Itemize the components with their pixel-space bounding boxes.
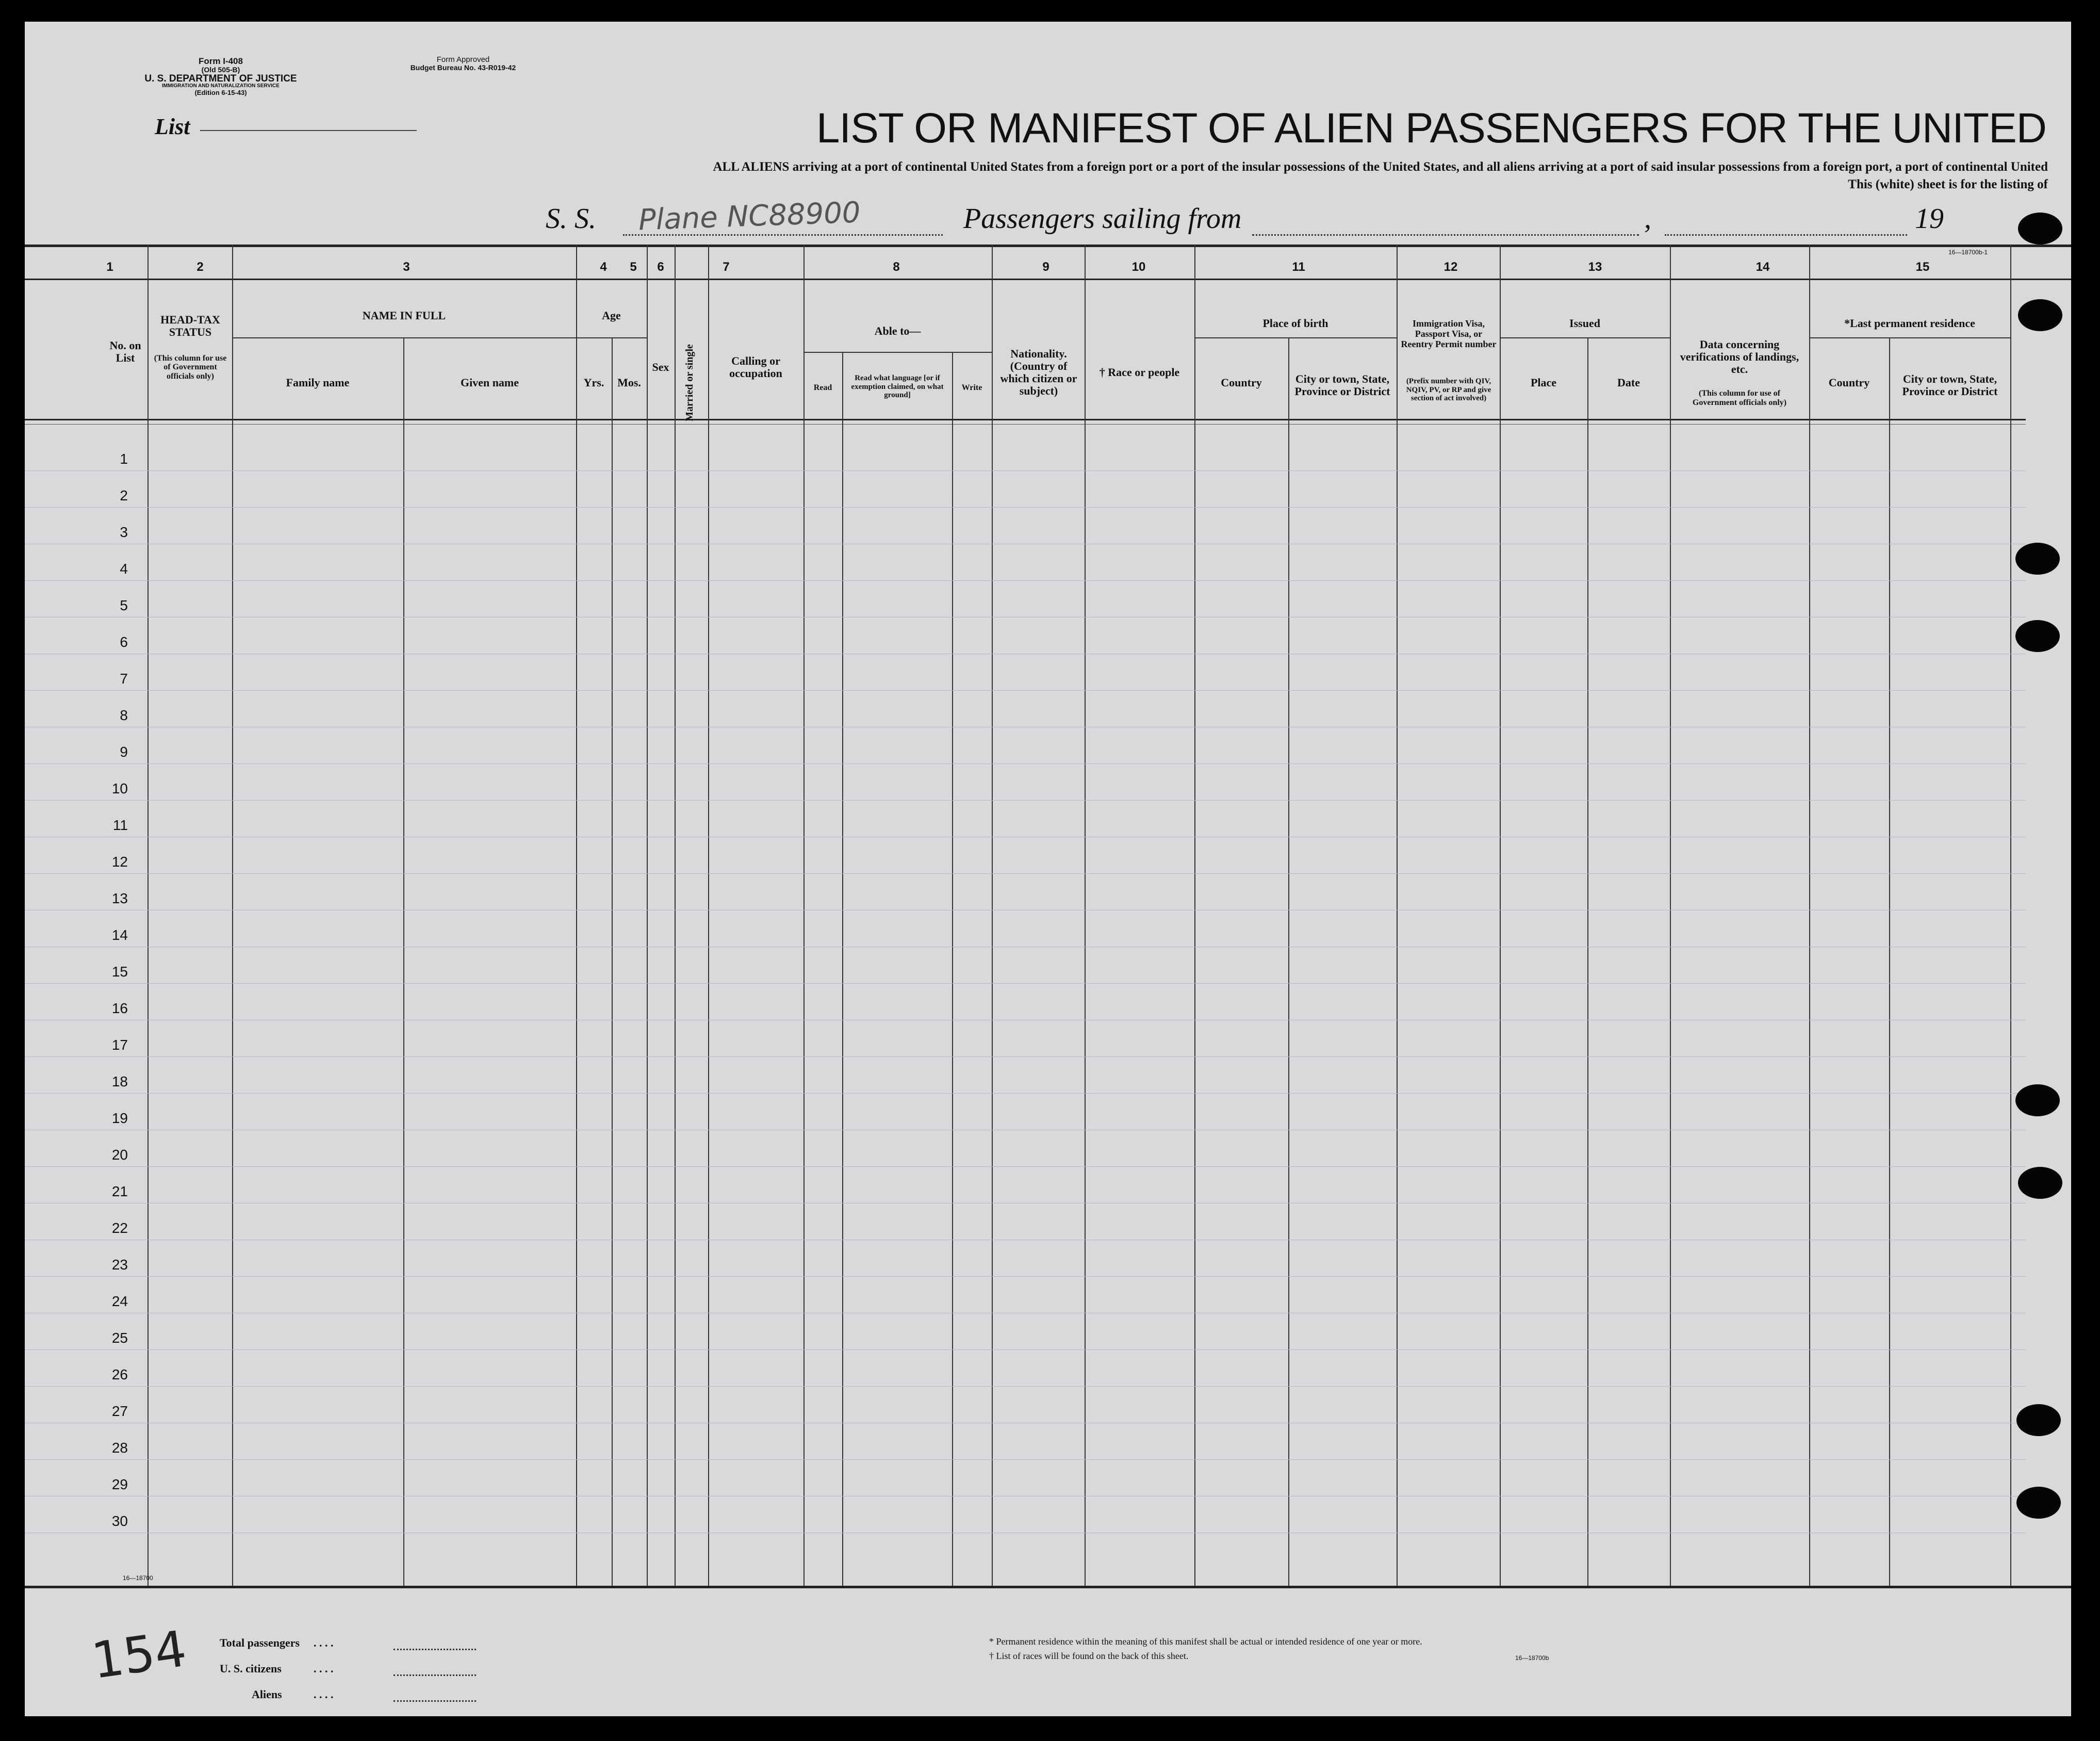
col-num-4: 4	[600, 260, 607, 274]
header-no-on-list: No. on List	[109, 338, 141, 364]
header-head-tax: HEAD-TAX STATUS	[160, 313, 220, 338]
form-old-number: (Old 505-B)	[201, 65, 240, 74]
handwritten-sheet-number: 154	[88, 1619, 190, 1690]
header-mos: Mos.	[617, 376, 641, 389]
vline-13a	[1587, 337, 1588, 1588]
row-number: 13	[111, 890, 128, 906]
row-number: 14	[111, 927, 128, 943]
row-rule	[25, 690, 2026, 691]
header-issued: Issued	[1569, 316, 1600, 330]
hline-residence-sub	[1809, 337, 2011, 338]
budget-number: Budget Bureau No. 43-R019-42	[410, 63, 516, 72]
us-citizens-label: U. S. citizens	[220, 1662, 282, 1675]
row-number: 24	[111, 1293, 128, 1309]
vline-15	[2010, 245, 2011, 1588]
row-number: 26	[111, 1366, 128, 1382]
header-place-of-birth: Place of birth	[1262, 316, 1328, 330]
handwritten-vessel-name[interactable]: Plane NC88900	[637, 196, 861, 237]
col-num-2: 2	[196, 260, 204, 274]
vline-12	[1500, 245, 1501, 1588]
row-number: 1	[120, 451, 128, 467]
row-number: 18	[111, 1073, 128, 1089]
row-number: 19	[111, 1110, 128, 1126]
row-number: 16	[111, 1000, 128, 1016]
vline-8a	[842, 352, 843, 1588]
vline-8b	[952, 352, 953, 1588]
col-num-5: 5	[630, 260, 637, 274]
comma-separator: ,	[1644, 203, 1651, 235]
header-issued-date: Date	[1617, 376, 1640, 389]
row-rule	[25, 1056, 2026, 1057]
row-rule	[25, 1459, 2026, 1460]
row-number: 30	[111, 1513, 128, 1529]
header-married-or-single: Married or single	[684, 344, 695, 421]
hline-birth-sub	[1194, 337, 1397, 338]
vline-11a	[1288, 337, 1289, 1588]
sailing-from-line[interactable]	[1252, 234, 1639, 236]
vline-7	[803, 245, 805, 1588]
instructions-line-2: This (white) sheet is for the listing of	[1848, 177, 2048, 191]
row-number: 22	[111, 1220, 128, 1236]
header-head-tax-note: (This column for use of Government officials only)	[154, 353, 227, 381]
header-family-name: Family name	[286, 376, 350, 389]
approval-block	[386, 56, 540, 71]
row-number: 9	[120, 744, 128, 760]
row-number: 7	[120, 671, 128, 687]
punch-hole	[2018, 299, 2062, 331]
header-landing-data: Data concerning verifications of landings, etc.	[1680, 337, 1799, 376]
header-write: Write	[961, 383, 982, 393]
service-name: IMMIGRATION AND NATURALIZATION SERVICE	[162, 83, 280, 89]
header-residence-city: City or town, State, Province or District	[1902, 372, 1998, 398]
row-rule	[25, 1166, 2026, 1167]
col-num-12: 12	[1443, 260, 1458, 274]
us-citizens-dots: . . . .	[314, 1662, 334, 1675]
total-passengers-label: Total passengers	[220, 1636, 300, 1649]
form-number: Form I-408	[199, 56, 243, 66]
vline-4a	[612, 337, 613, 1588]
col-num-14: 14	[1756, 260, 1770, 274]
header-nationality: Nationality. (Country of which citizen or subject)	[1000, 347, 1077, 398]
year-prefix: 19	[1915, 203, 1944, 235]
total-passengers-dots: . . . .	[314, 1636, 334, 1649]
vessel-name-line[interactable]	[623, 234, 943, 236]
col-num-10: 10	[1131, 260, 1146, 274]
vline-1	[147, 245, 149, 1588]
vline-13	[1670, 245, 1671, 1588]
header-read: Read	[813, 383, 832, 393]
row-number: 5	[120, 597, 128, 613]
sailing-from-label: Passengers sailing from	[963, 203, 1242, 235]
row-number: 17	[111, 1037, 128, 1053]
row-number: 2	[120, 487, 128, 503]
header-top-rule	[25, 245, 2071, 247]
row-number: 10	[111, 780, 128, 796]
vline-3a	[403, 337, 404, 1588]
row-number: 23	[111, 1257, 128, 1273]
header-birth-city: City or town, State, Province or District	[1294, 372, 1390, 398]
vline-8	[992, 245, 993, 1588]
hline-name-sub	[232, 337, 577, 338]
header-race: † Race or people	[1099, 365, 1180, 379]
header-residence-country: Country	[1828, 376, 1870, 389]
vline-3	[576, 245, 577, 1588]
punch-hole	[2015, 543, 2060, 575]
header-number-rule	[25, 279, 2071, 280]
row-number: 25	[111, 1330, 128, 1346]
header-visa-title: Immigration Visa, Passport Visa, or Reentry Permit number	[1401, 318, 1497, 349]
department-name: U. S. DEPARTMENT OF JUSTICE	[144, 73, 297, 84]
header-last-residence: *Last permanent residence	[1844, 316, 1975, 330]
list-label: List	[155, 114, 190, 139]
row-number: 4	[120, 561, 128, 577]
header-issued-place: Place	[1530, 376, 1557, 389]
row-number: 12	[111, 854, 128, 870]
row-number: 6	[120, 634, 128, 650]
row-rule	[25, 1349, 2026, 1350]
print-code-top: 16—18700b-1	[1948, 249, 1988, 256]
row-number: 11	[112, 817, 128, 833]
header-age: Age	[602, 308, 621, 322]
row-rule	[25, 983, 2026, 984]
col-num-9: 9	[1042, 260, 1049, 274]
punch-hole	[2015, 620, 2060, 652]
row-rule	[25, 470, 2026, 471]
col-num-1: 1	[106, 260, 113, 274]
punch-hole	[2015, 1084, 2060, 1116]
header-birth-country: Country	[1221, 376, 1262, 389]
vline-11	[1397, 245, 1398, 1588]
punch-hole	[2018, 1167, 2062, 1199]
punch-hole	[2018, 213, 2062, 245]
col-num-6: 6	[657, 260, 664, 274]
row-rule	[25, 800, 2026, 801]
header-read-language: Read what language [or if exemption claimed, on what ground]	[851, 374, 944, 400]
vline-4	[647, 245, 648, 1588]
col-num-11: 11	[1292, 260, 1305, 274]
header-yrs: Yrs.	[583, 376, 604, 389]
row-rule	[25, 873, 2026, 874]
col-num-7: 7	[723, 260, 730, 274]
row-number: 21	[111, 1183, 128, 1199]
header-calling: Calling or occupation	[729, 354, 782, 380]
header-visa-note: (Prefix number with QIV, NQIV, PV, or RP and give section of act involved)	[1406, 377, 1491, 403]
aliens-label: Aliens	[252, 1688, 282, 1701]
col-num-15: 15	[1915, 260, 1930, 274]
row-number: 27	[111, 1403, 128, 1419]
footnote-residence: * Permanent residence within the meaning of this manifest shall be actual or intended residence of one year or more.	[989, 1636, 1422, 1647]
vline-15a	[1889, 337, 1890, 1588]
vline-5	[675, 245, 676, 1588]
footnote-races: † List of races will be found on the back of this sheet.	[989, 1651, 1189, 1661]
approval-label: Form Approved	[436, 55, 490, 64]
row-rule	[25, 1276, 2026, 1277]
print-code-bottom-left: 16—18700	[123, 1574, 153, 1582]
form-meta-block	[133, 57, 308, 96]
list-number-line[interactable]	[200, 130, 417, 131]
row-number: 15	[111, 964, 128, 980]
row-number: 8	[120, 707, 128, 723]
hline-age-sub	[576, 337, 647, 338]
header-bottom-rule-light	[25, 424, 2026, 425]
header-name-in-full: NAME IN FULL	[362, 308, 446, 322]
table-bottom-rule	[25, 1586, 2071, 1588]
col-num-3: 3	[403, 260, 410, 274]
row-rule	[25, 507, 2026, 508]
punch-hole	[2016, 1404, 2061, 1436]
manifest-sheet	[25, 22, 2071, 1716]
row-number: 3	[120, 524, 128, 540]
row-number: 29	[111, 1476, 128, 1492]
hline-issued-sub	[1500, 337, 1670, 338]
header-able-to: Able to—	[874, 324, 921, 337]
header-given-name: Given name	[460, 376, 519, 389]
hline-able-sub	[803, 352, 992, 353]
aliens-dots: . . . .	[314, 1688, 334, 1701]
col-num-8: 8	[893, 260, 900, 274]
row-rule	[25, 1093, 2026, 1094]
row-rule	[25, 763, 2026, 764]
us-citizens-field[interactable]	[393, 1674, 476, 1676]
vline-10	[1194, 245, 1195, 1588]
vline-9	[1085, 245, 1086, 1588]
print-code-bottom-right: 16—18700b	[1515, 1654, 1549, 1662]
row-rule	[25, 1386, 2026, 1387]
row-number: 28	[111, 1440, 128, 1456]
total-passengers-field[interactable]	[393, 1649, 476, 1650]
row-rule	[25, 580, 2026, 581]
punch-hole	[2016, 1487, 2061, 1519]
manifest-title: LIST OR MANIFEST OF ALIEN PASSENGERS FOR THE UNITED	[816, 105, 2046, 152]
row-number: 20	[111, 1147, 128, 1163]
header-sex: Sex	[652, 360, 669, 373]
instructions-line-1: ALL ALIENS arriving at a port of continental United States from a foreign port or a port of the insular possessions of the United States, and all aliens arriving at a port of said insular possessions from a foreign port, a port of continental United	[713, 160, 2048, 174]
vline-6	[708, 245, 709, 1588]
header-landing-note: (This column for use of Government officials only)	[1692, 389, 1787, 407]
aliens-field[interactable]	[393, 1700, 476, 1702]
form-edition: (Edition 6-15-43)	[194, 88, 247, 96]
ss-label: S. S.	[546, 203, 596, 235]
vline-14	[1809, 245, 1810, 1588]
col-num-13: 13	[1588, 260, 1602, 274]
vline-2	[232, 245, 233, 1588]
sailing-date-line[interactable]	[1665, 234, 1907, 236]
header-bottom-rule	[25, 419, 2026, 420]
